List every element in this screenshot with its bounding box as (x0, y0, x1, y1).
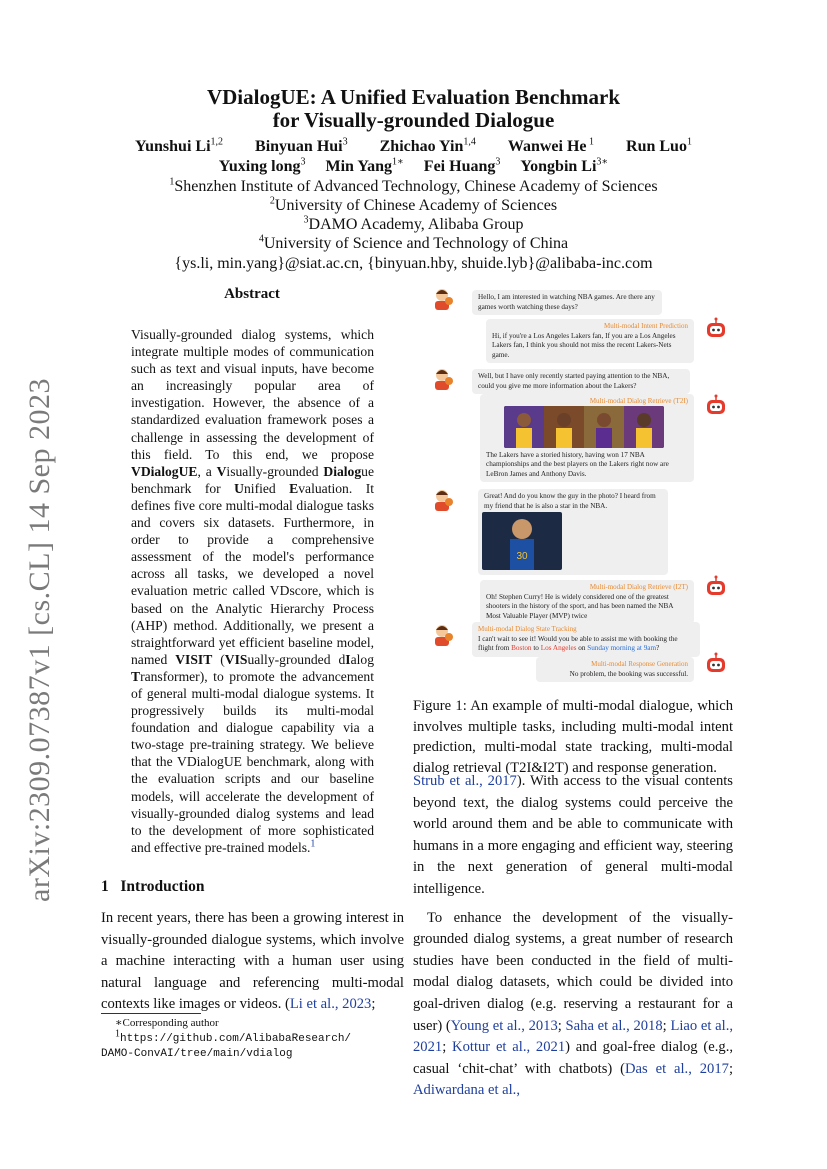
affiliation: $^2$University of Chinese Academy of Sciences (269, 195, 558, 214)
author: Run Luo$^1$ (626, 136, 692, 155)
bot-avatar-icon (704, 317, 728, 341)
paper-title-line2: for Visually-grounded Dialogue (272, 108, 555, 132)
task-tag: Multi-modal Dialog Retrieve (I2T) (589, 583, 688, 591)
author: Yunshui Li$^{1,2}$ (135, 136, 224, 155)
arxiv-id: arXiv:2309.07387v1 [cs.CL] 14 Sep 2023 (23, 378, 56, 902)
footnote-link[interactable]: 1 (310, 838, 316, 850)
figure-caption: Figure 1: An example of multi-modal dialogue, which involves multiple tasks, including multi-modal intent prediction, multi-modal state tracking, multi-modal dialog retrieval (T2I&I2T) and response generation. (413, 698, 733, 776)
affiliation: $^3$DAMO Academy, Alibaba Group (303, 214, 524, 233)
task-tag: Multi-modal Dialog Retrieve (T2I) (589, 397, 688, 405)
citation-link[interactable]: Kottur et al., 2021 (452, 1039, 566, 1056)
paper-title-line1: VDialogUE: A Unified Evaluation Benchmark (206, 85, 621, 109)
user-message: Hello, I am interested in watching NBA games. Are there any games worth watching these days? (472, 290, 662, 315)
task-tag: Multi-modal Response Generation (591, 660, 688, 668)
footnote-star: ∗Corresponding author (115, 1017, 219, 1029)
author-row-1 (0, 136, 827, 158)
author: Fei Huang$^3$ (423, 156, 501, 175)
author: Zhichao Yin$^{1,4}$ (379, 136, 476, 155)
citation-link[interactable]: Liao et al., 2021 (413, 1017, 733, 1056)
intro-paragraph: In recent years, there has been a growing interest in visually-grounded dialogue systems, which involve a machine interacting with a human user using natural language and referencing multi-modal contexts like images or videos. (Li et al., 2023; (101, 910, 404, 1013)
section-heading: 1 Introduction (101, 878, 205, 895)
bot-message: Multi-modal Intent Prediction Hi, if you're a Los Angeles Lakers fan, If you are a Los Angeles Lakers fan, I think you should not miss the recent Lakers-Nets game. (486, 319, 694, 363)
user-avatar-icon (430, 286, 454, 310)
footnote-url: $^1$https://github.com/AlibabaResearch/ (115, 1028, 352, 1045)
bot-message: Multi-modal Dialog Retrieve (T2I) The Lakers have a storied history, having won 17 NBA championships and the best players on the Lakers right now are LeBron James and Anthony Davis. (480, 394, 694, 482)
user-message: Well, but I have only recently started paying attention to the NBA, could you give me more information about the Lakers? (472, 369, 690, 394)
curry-photo (482, 512, 562, 570)
affiliation: $^4$University of Science and Technology of China (258, 233, 569, 252)
arxiv-sidebar (10, 360, 70, 920)
right-column-text (413, 771, 733, 1102)
author-row-2 (0, 156, 827, 178)
task-tag: Multi-modal Intent Prediction (604, 322, 688, 330)
bot-message: Multi-modal Dialog Retrieve (I2T) Oh! Stephen Curry! He is widely considered one of the greatest shooters in the history of the sport, and has been named the NBA Most Valuable Player (MVP) twice (480, 580, 694, 624)
figure-1 (426, 282, 736, 678)
paragraph: Strub et al., 2017). With access to the visual contents beyond text, the dialog systems could perceive the world around them and be able to communicate with humans in a more engaging and efficient way, steering in the next generation of general multi-modal intelligence. (413, 773, 733, 897)
bot-avatar-icon (704, 394, 728, 418)
citation-link[interactable]: Strub et al., 2017 (413, 773, 517, 789)
author: Wanwei He $^1$ (507, 136, 595, 155)
author: Min Yang$^{1∗}$ (325, 156, 404, 175)
abstract-heading: Abstract (224, 286, 280, 302)
citation-link[interactable]: Li et al., 2023 (289, 996, 372, 1013)
affiliation: $^1$Shenzhen Institute of Advanced Technology, Chinese Academy of Sciences (169, 176, 658, 195)
citation-link[interactable]: Saha et al., 2018 (565, 1017, 663, 1034)
author: Yongbin $Li^{3∗}$ (520, 156, 609, 175)
svg-text:30: 30 (516, 551, 528, 562)
footnote-rule (101, 1013, 201, 1014)
bot-avatar-icon (704, 575, 728, 599)
footnotes (101, 1016, 404, 1062)
paragraph: To enhance the development of the visually-grounded dialog systems, a great number of research studies have been conducted in the field of multi-modal dialog datasets, which could be divided into goal-driven dialog (e.g. reserving a restaurant for a user) (Young et al., 2013; Saha et al., 2018; Liao et al., 2021; Kottur et al., 2021) and goal-free dialog (e.g., casual ‘chit-chat’ with chatbots) (Das et al., 2017; Adiwardana et al., (413, 909, 733, 1099)
user-message: Great! And do you know the guy in the photo? I heard from my friend that he is also a star in the NBA. (478, 489, 668, 575)
emails: {ys.li, min.yang}@siat.ac.cn, {binyuan.hby, shuide.lyb}@alibaba-inc.com (174, 255, 653, 272)
lakers-photo (504, 406, 664, 448)
footnote-url-cont[interactable]: DAMO-ConvAI/tree/main/vdialog (101, 1048, 293, 1060)
user-avatar-icon (430, 366, 454, 390)
bot-avatar-icon (704, 652, 728, 676)
citation-link[interactable]: Adiwardana et al., (413, 1082, 520, 1099)
user-message: Multi-modal Dialog State Tracking I can't wait to see it! Would you be able to assist me with booking the flight from Boston to Los Angeles on Sunday morning at 9am? (472, 622, 700, 657)
abstract-text: Visually-grounded dialog systems, which integrate multiple modes of communication such as text and visual inputs, have become an increasingly popular area of investigation. However, the absence of a standardized evaluation framework poses a challenge in assessing the development of this field. To this end, we propose VDialogUE, a Visually-grounded Dialogue benchmark for Unified Evaluation. It defines five core multi-modal dialogue tasks and covers six datasets. Furthermore, in order to provide a comprehensive assessment of the model's performance across all tasks, we developed a novel evaluation metric called VDscore, which is based on the Analytic Hierarchy Process (AHP) method. Additionally, we present a straightforward yet efficient baseline model, named VISIT (VISually-grounded dIalog Transformer), to promote the advancement of general multi-modal dialogue systems. It progressively builds its multi-modal foundation and dialogue capability via a two-stage pre-training strategy. We believe that the VDialogUE benchmark, along with the evaluation scripts and our baseline models, will accelerate the development of visually-grounded dialog systems and lead to the development of more sophisticated and effective pre-trained models.$^1$ (131, 327, 374, 855)
citation-link[interactable]: Das et al., 2017 (625, 1060, 729, 1077)
citation-link[interactable]: Young et al., 2013 (450, 1017, 558, 1034)
user-avatar-icon (430, 622, 454, 646)
author: Binyuan Hui$^3$ (255, 136, 348, 155)
task-tag: Multi-modal Dialog State Tracking (478, 625, 577, 633)
user-avatar-icon (430, 487, 454, 511)
bot-message: Multi-modal Response Generation No problem, the booking was successful. (536, 657, 694, 682)
author: Yuxing long$^3$ (218, 156, 306, 175)
